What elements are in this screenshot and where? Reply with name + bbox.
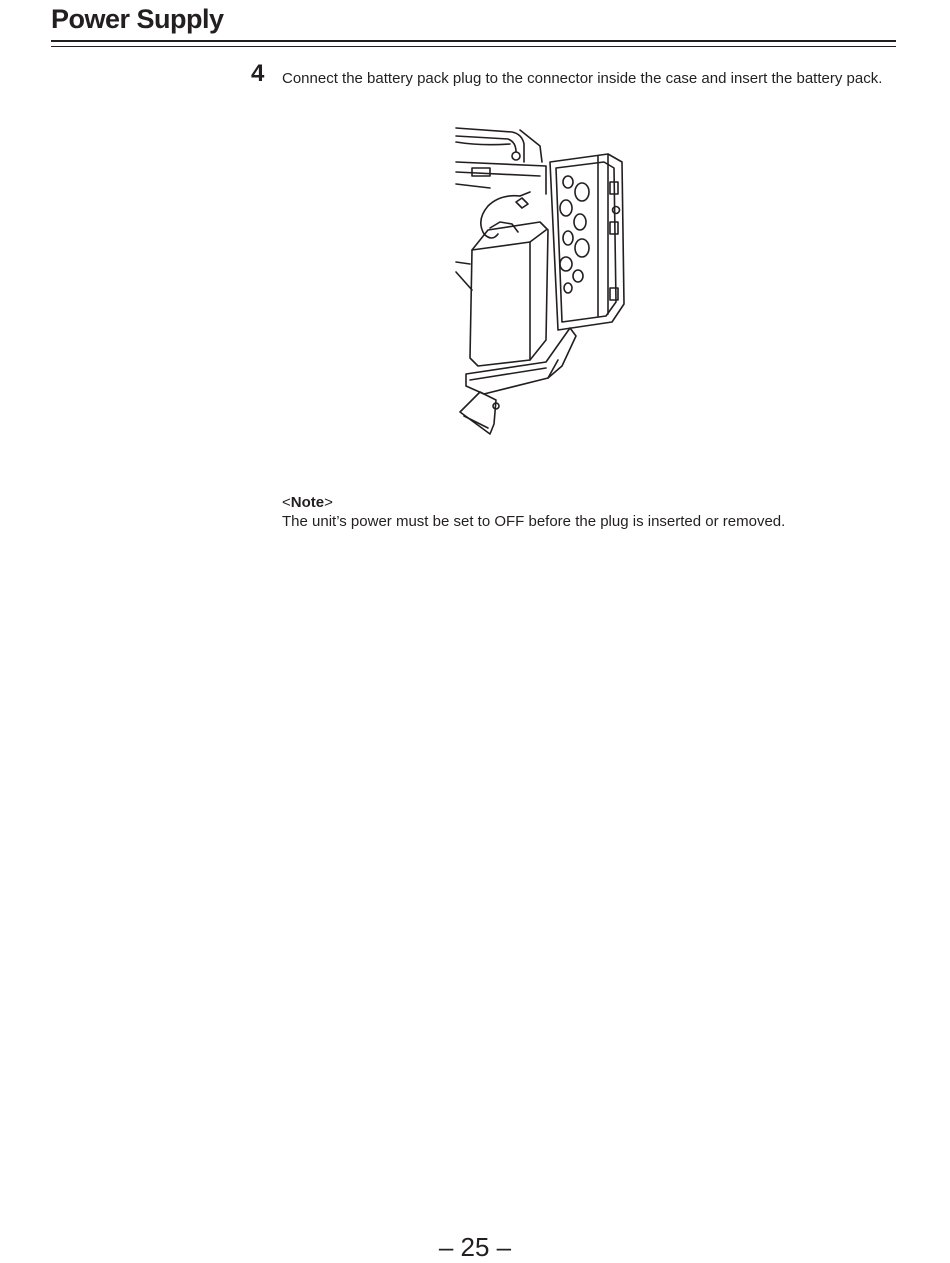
header-rule-thick — [51, 40, 896, 42]
note-close-bracket: > — [324, 494, 333, 511]
header-rule-thin — [51, 46, 896, 47]
page-title: Power Supply — [51, 4, 224, 34]
note-label: Note — [290, 494, 325, 511]
note-text: The unit’s power must be set to OFF before the plug is inserted or removed. — [282, 513, 786, 530]
note-open-bracket: < — [282, 494, 291, 511]
battery-case-illustration — [450, 122, 640, 440]
step-text: Connect the battery pack plug to the connector inside the case and insert the battery pack. — [282, 70, 883, 87]
page-number: – 25 – — [438, 1232, 512, 1262]
step-number: 4 — [251, 60, 265, 87]
note-heading — [282, 494, 333, 511]
